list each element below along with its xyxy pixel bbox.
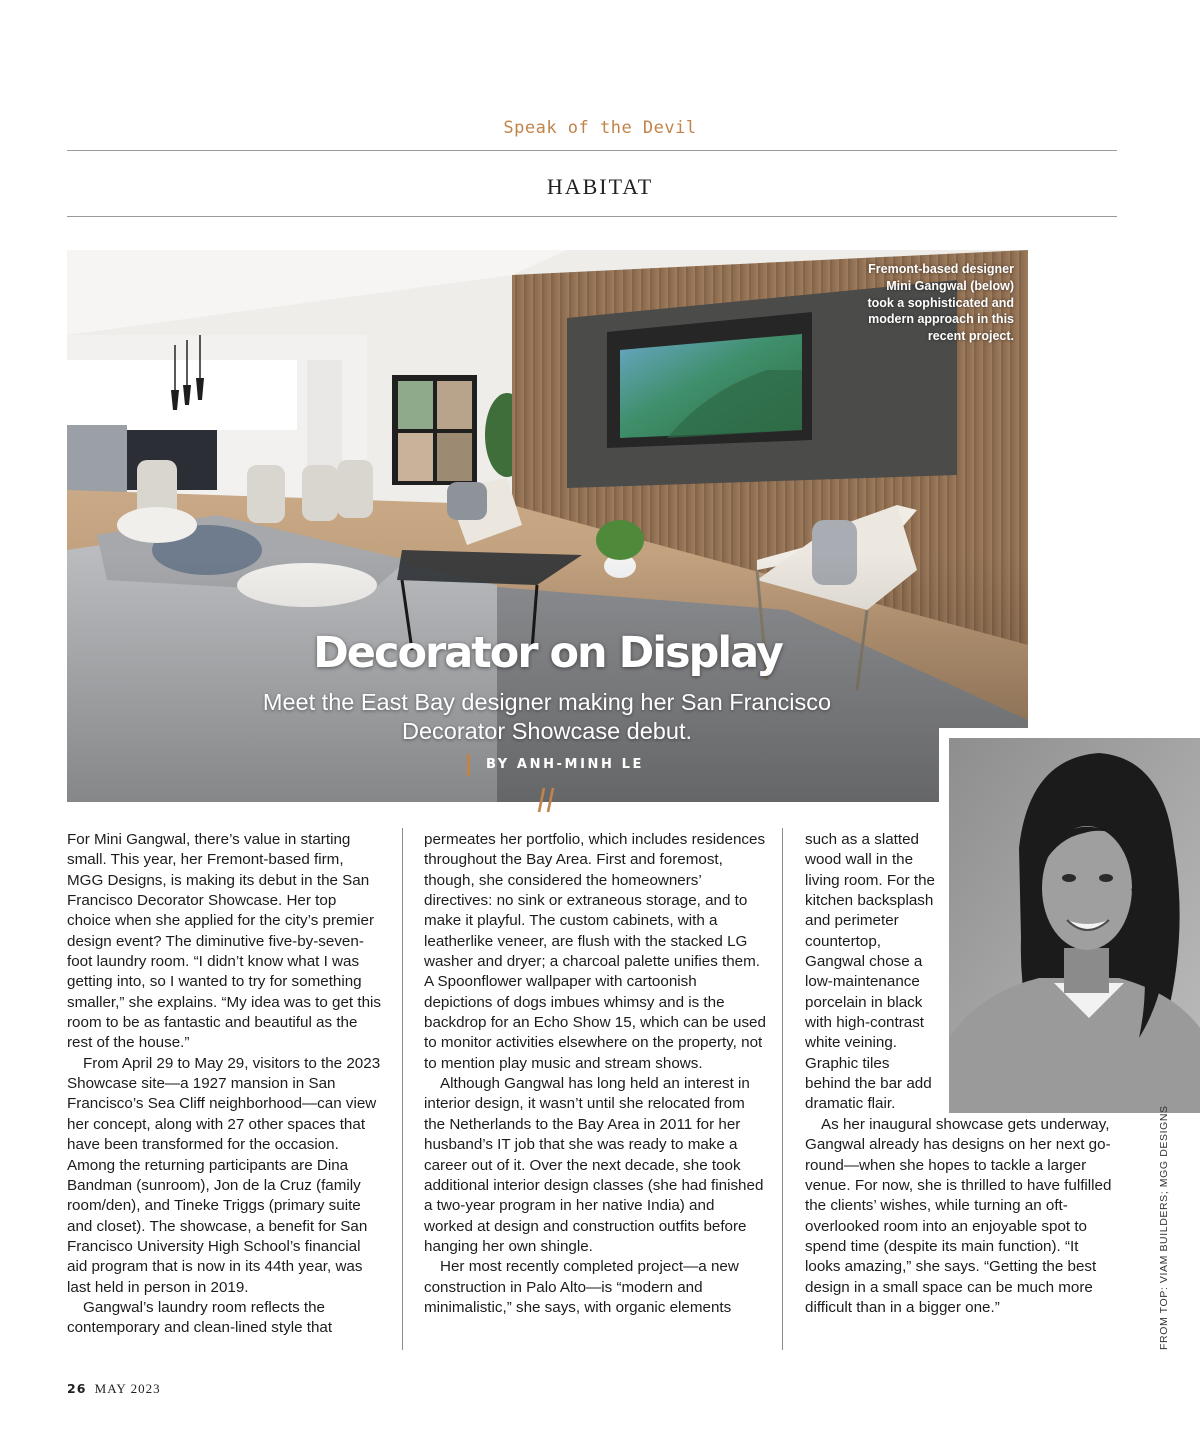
header-rule-top: [67, 150, 1117, 151]
section-kicker: Speak of the Devil: [503, 118, 697, 138]
issue-date: MAY 2023: [94, 1381, 161, 1396]
article-paragraph: For Mini Gangwal, there’s value in starting small. This year, her Fremont-based firm, MGG Designs, is making its debut in the San Francisco Decorator Showcase. Her top choice when she applied for the city’s premier design event? The diminutive five-by-seven-foot laundry room. “I didn’t know what I was getting into, so I wanted to try for something smaller,” she explains. “My idea was to get this room to be as fantastic and beautiful as the rest of the house.”: [67, 831, 382, 1052]
article-headline: Decorator on Display: [313, 628, 782, 678]
article-column-1: [67, 830, 383, 1339]
page-folio: [67, 1381, 161, 1397]
article-paragraph: permeates her portfolio, which includes residences throughout the Bay Area. First and foremost, though, she considered the homeowners’ directives: no sink or extraneous storage, and to make it playful. The custom cabinets, with a leatherlike veneer, are flush with the stacked LG washer and dryer; a charcoal palette unifies them. A Spoonflower wallpaper with cartoonish depictions of dogs imbues whimsy and is the backdrop for an Echo Show 15, which can be used to monitor activities elsewhere on the property, not to mention play music and stream shows.: [424, 831, 766, 1072]
column-divider: [782, 828, 783, 1350]
article-paragraph: From April 29 to May 29, visitors to the 2023 Showcase site—a 1927 mansion in San Francisco’s Sea Cliff neighborhood—can view her concept, along with 27 other spaces that have been transformed for the occasion. Among the returning participants are Dina Bandman (sunroom), Jon de la Cruz (family room/den), and Tineke Triggs (primary suite and closet). The showcase, a benefit for San Francisco University High School’s financial aid program that is now in its 44th year, was last held in person in 2019.: [67, 1054, 381, 1296]
article-column-3: [805, 830, 1117, 1318]
section-divider-mark: [537, 786, 557, 814]
header-rule-bottom: [67, 216, 1117, 217]
article-paragraph: Gangwal’s laundry room reflects the contemporary and clean-lined style that: [67, 1298, 333, 1337]
section-title: HABITAT: [546, 174, 654, 199]
hero-photo: [67, 250, 1028, 802]
page-number: 26: [67, 1381, 87, 1396]
article-paragraph: such as a slatted wood wall in the living room. For the kitchen backsplash and perimeter countertop, Gangwal chose a low-maintenance porcelain in black with high-contrast white veining. Graphic tiles behind the bar add dramatic flair.: [805, 831, 935, 1113]
column-divider: [402, 828, 403, 1350]
article-paragraph: Her most recently completed project—a new construction in Palo Alto—is “modern and minimalistic,” she says, with organic elements: [424, 1258, 739, 1316]
photo-caption: Fremont-based designer Mini Gangwal (below) took a sophisticated and modern approach in this recent project.: [867, 262, 1014, 344]
article-paragraph: Although Gangwal has long held an interest in interior design, it wasn’t until she relocated from the Netherlands to the Bay Area in 2011 for her husband’s IT job that she was ready to make a career out of it. Over the next decade, she took additional interior design classes (she had finished a two-year program in her native India) and worked at design and construction outfits before hanging her own shingle.: [424, 1075, 764, 1255]
article-column-2: [424, 830, 766, 1318]
photo-credit: FROM TOP: VIAM BUILDERS; MGG DESIGNS: [1158, 1105, 1170, 1350]
article-paragraph: As her inaugural showcase gets underway, Gangwal already has designs on her next go-round—when she hopes to tackle a larger venue. For now, she is thrilled to have fulfilled the clients’ wishes, while turning an oft-overlooked room into an enjoyable spot to spend time (despite its main function). “It looks amazing,” she says. “Getting the best design in a small space can be much more difficult than in a bigger one.”: [805, 1115, 1112, 1316]
article-dek: Meet the East Bay designer making her San Francisco Decorator Showcase debut.: [262, 689, 832, 744]
byline: BY ANH-MINH LE: [467, 754, 644, 776]
